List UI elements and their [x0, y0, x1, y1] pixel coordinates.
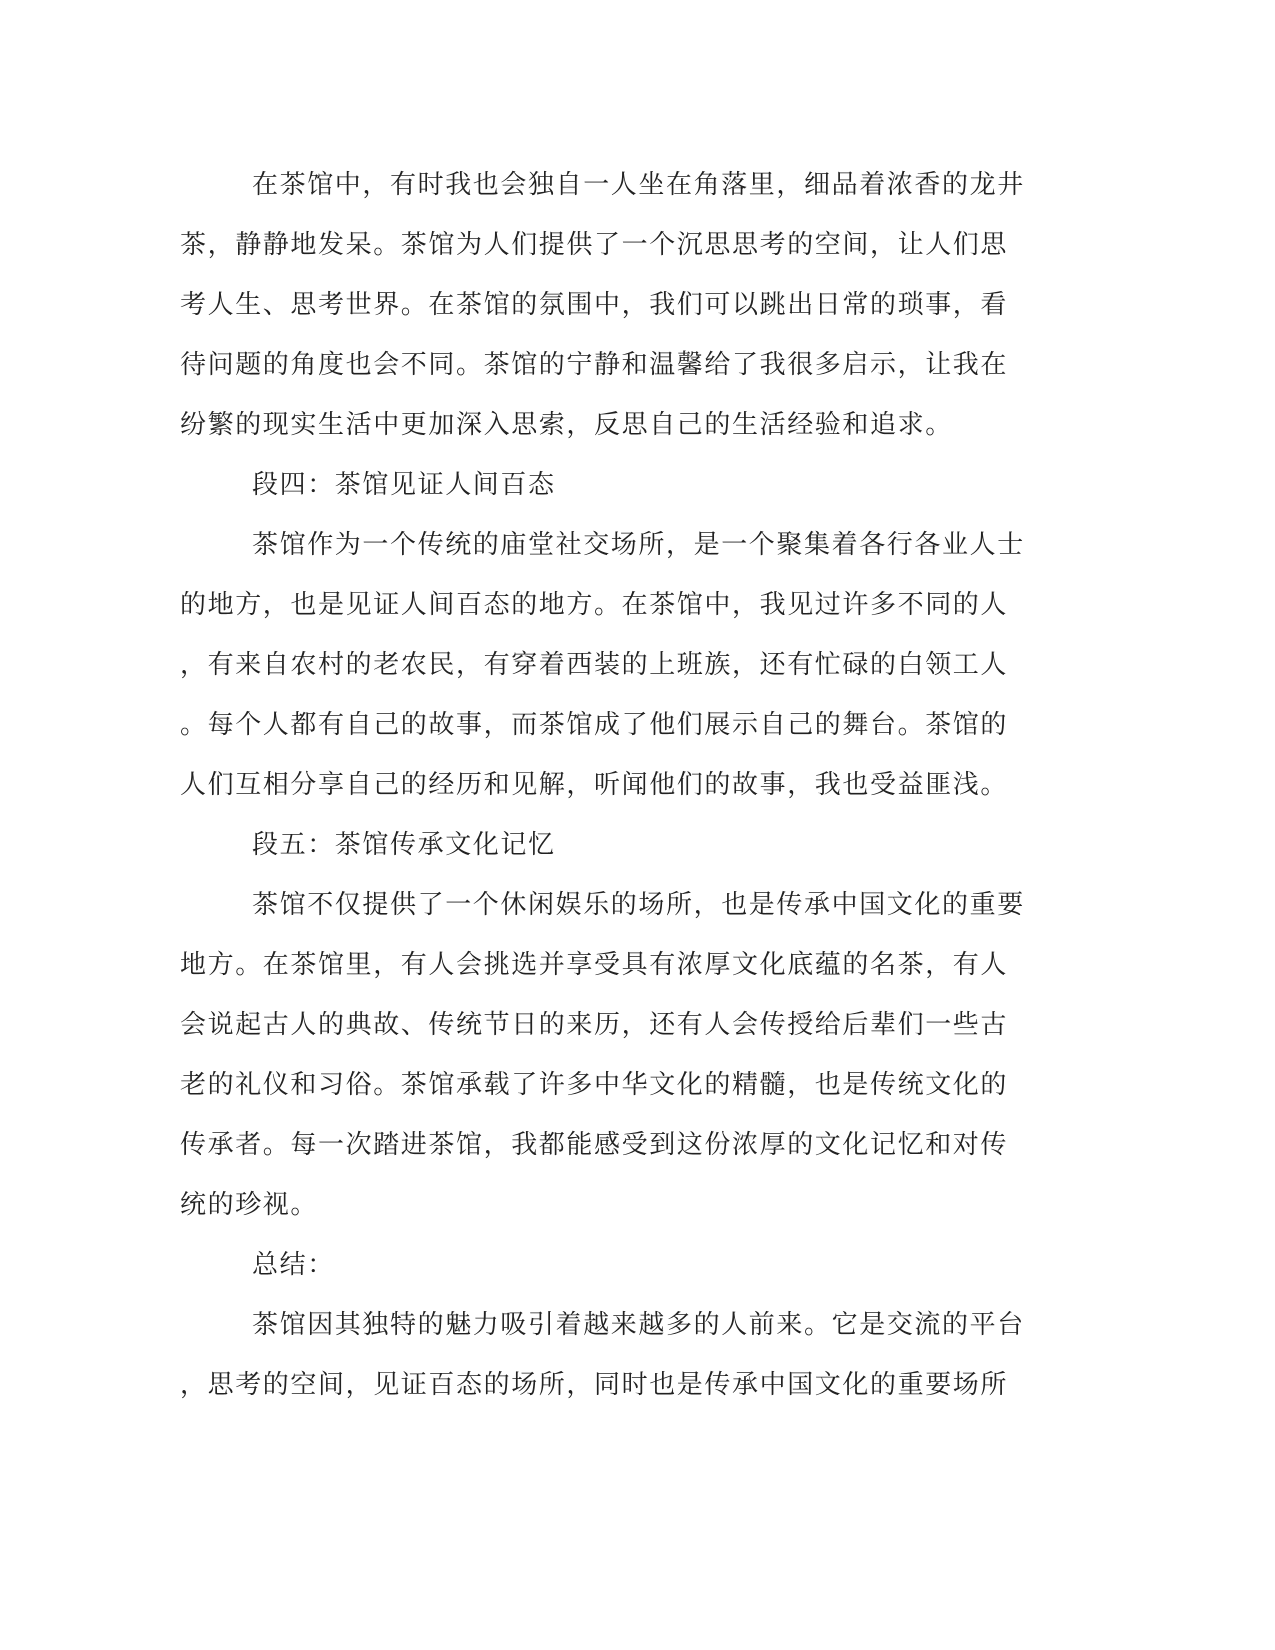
- text-line: 茶馆作为一个传统的庙堂社交场所，是一个聚集着各行各业人士: [252, 530, 1025, 560]
- text-line: 。每个人都有自己的故事，而茶馆成了他们展示自己的舞台。茶馆的: [180, 710, 1009, 740]
- text-line: 地方。在茶馆里，有人会挑选并享受具有浓厚文化底蕴的名茶，有人: [180, 950, 1009, 980]
- section-heading: 段四：茶馆见证人间百态: [252, 470, 556, 500]
- text-line: ，思考的空间，见证百态的场所，同时也是传承中国文化的重要场所: [180, 1370, 1009, 1400]
- text-line: 统的珍视。: [180, 1190, 319, 1220]
- section-heading: 总结：: [252, 1250, 335, 1280]
- text-line: ，有来自农村的老农民，有穿着西装的上班族，还有忙碌的白领工人: [180, 650, 1009, 680]
- text-line: 考人生、思考世界。在茶馆的氛围中，我们可以跳出日常的琐事，看: [180, 290, 1009, 320]
- text-line: 会说起古人的典故、传统节日的来历，还有人会传授给后辈们一些古: [180, 1010, 1009, 1040]
- text-line: 老的礼仪和习俗。茶馆承载了许多中华文化的精髓，也是传统文化的: [180, 1070, 1009, 1100]
- text-line: 在茶馆中，有时我也会独自一人坐在角落里，细品着浓香的龙井: [252, 170, 1025, 200]
- text-line: 的地方，也是见证人间百态的地方。在茶馆中，我见过许多不同的人: [180, 590, 1009, 620]
- section-heading: 段五：茶馆传承文化记忆: [252, 830, 556, 860]
- text-line: 纷繁的现实生活中更加深入思索，反思自己的生活经验和追求。: [180, 410, 953, 440]
- text-line: 茶馆因其独特的魅力吸引着越来越多的人前来。它是交流的平台: [252, 1310, 1025, 1340]
- text-line: 传承者。每一次踏进茶馆，我都能感受到这份浓厚的文化记忆和对传: [180, 1130, 1009, 1160]
- text-line: 人们互相分享自己的经历和见解，听闻他们的故事，我也受益匪浅。: [180, 770, 1009, 800]
- text-line: 待问题的角度也会不同。茶馆的宁静和温馨给了我很多启示，让我在: [180, 350, 1009, 380]
- document-body: [180, 155, 1040, 1415]
- text-line: 茶馆不仅提供了一个休闲娱乐的场所，也是传承中国文化的重要: [252, 890, 1025, 920]
- text-line: 茶，静静地发呆。茶馆为人们提供了一个沉思思考的空间，让人们思: [180, 230, 1009, 260]
